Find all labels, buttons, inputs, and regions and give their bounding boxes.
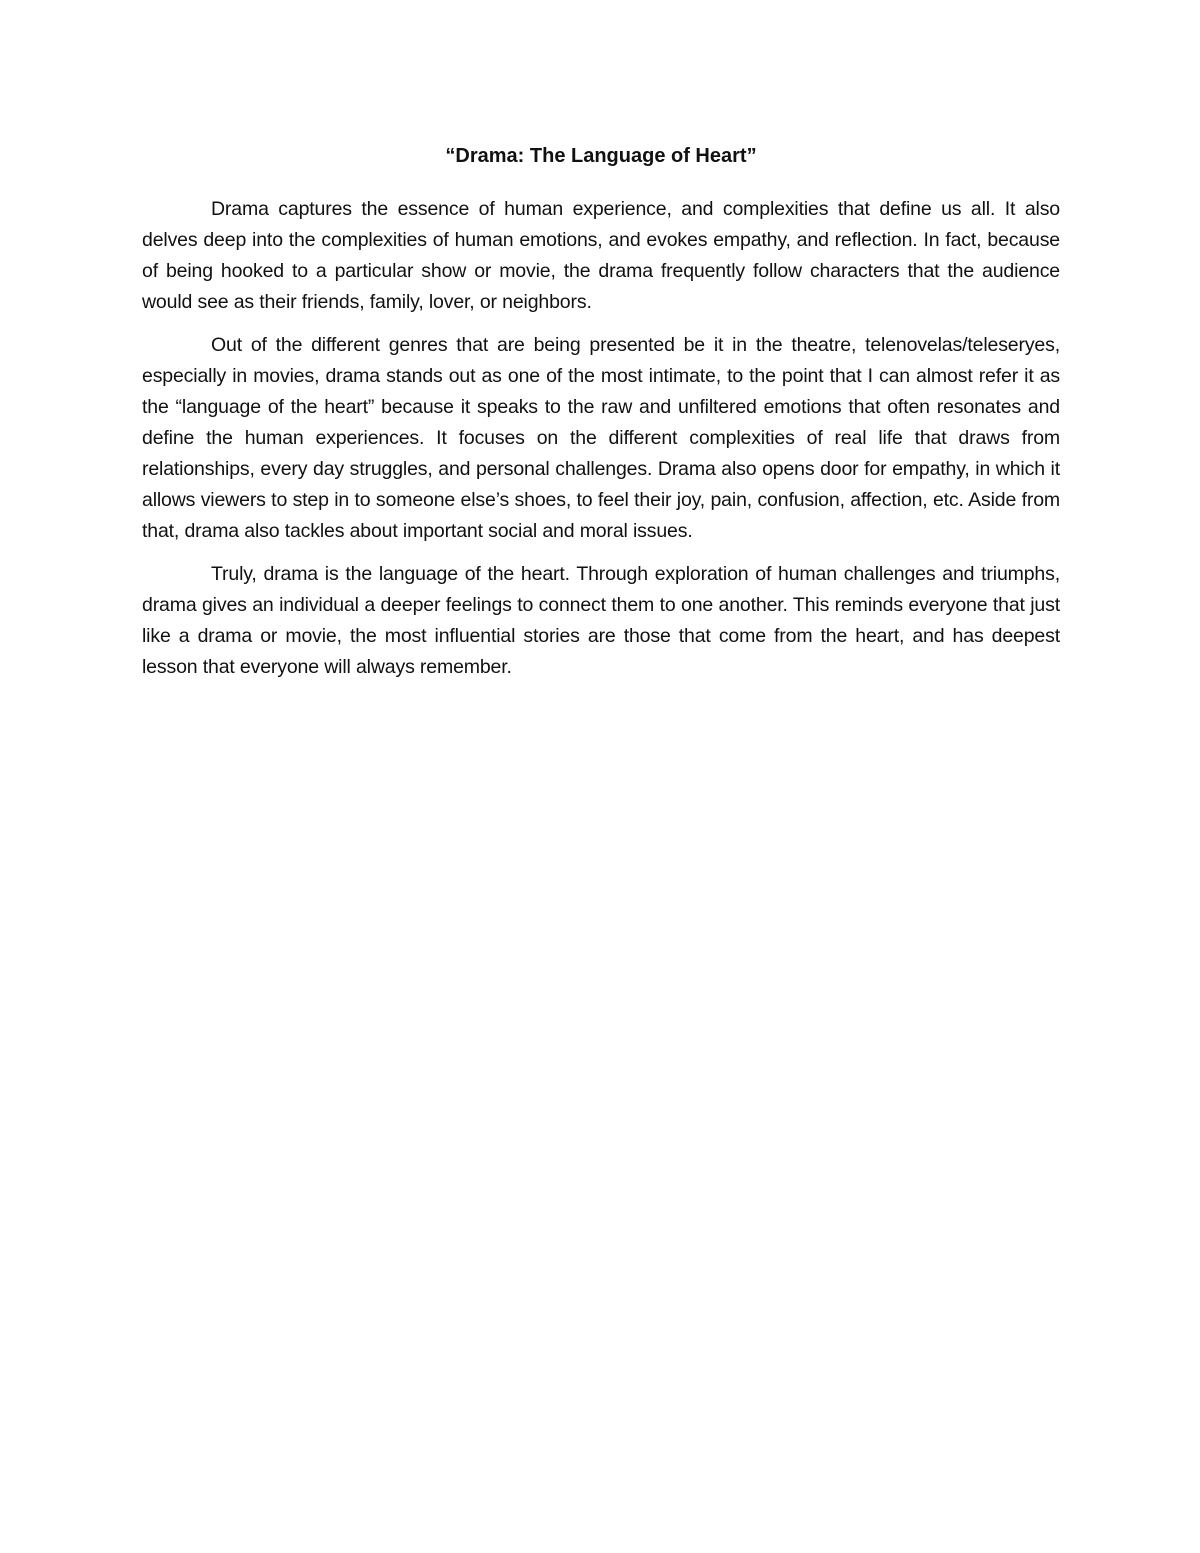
document-body — [142, 140, 1060, 695]
paragraph-1: Drama captures the essence of human experience, and complexities that define us all. It also delves deep into the complexities of human emotions, and evokes empathy, and reflection. In fact, because of being hooked to a particular show or movie, the drama frequently follow characters that the audience would see as their friends, family, lover, or neighbors. — [142, 198, 1060, 313]
document-title: “Drama: The Language of Heart” — [445, 145, 757, 167]
paragraph-3: Truly, drama is the language of the heart. Through exploration of human challenges and triumphs, drama gives an individual a deeper feelings to connect them to one another. This reminds everyone that just like a drama or movie, the most influential stories are those that come from the heart, and has deepest lesson that everyone will always remember. — [142, 563, 1060, 678]
paragraph-2: Out of the different genres that are being presented be it in the theatre, telenovelas/teleseryes, especially in movies, drama stands out as one of the most intimate, to the point that I can almost refer it as the “language of the heart” because it speaks to the raw and unfiltered emotions that often resonates and define the human experiences. It focuses on the different complexities of real life that draws from relationships, every day struggles, and personal challenges. Drama also opens door for empathy, in which it allows viewers to step in to someone else’s shoes, to feel their joy, pain, confusion, affection, etc. Aside from that, drama also tackles about important social and moral issues. — [142, 334, 1060, 542]
